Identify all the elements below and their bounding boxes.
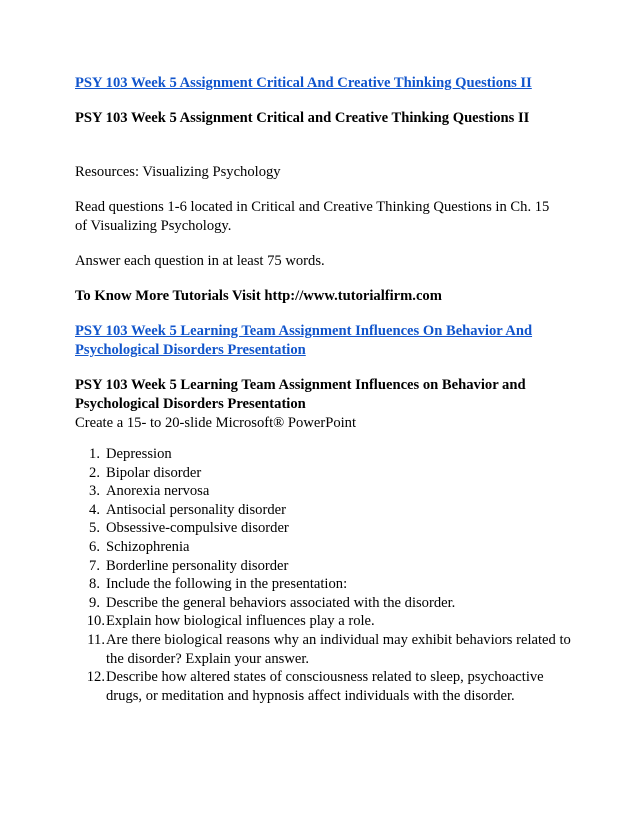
list-item-number: 4. bbox=[89, 501, 100, 518]
disorder-list bbox=[75, 445, 575, 705]
list-item-number: 7. bbox=[89, 557, 100, 574]
resources-text: Resources: Visualizing Psychology bbox=[75, 164, 281, 180]
list-item bbox=[75, 575, 575, 594]
list-item-text: Obsessive-compulsive disorder bbox=[106, 520, 289, 537]
list-item-number: 10. bbox=[86, 613, 105, 630]
list-item-text: Anorexia nervosa bbox=[106, 483, 210, 500]
list-item-number: 12. bbox=[86, 669, 105, 686]
list-item bbox=[75, 668, 575, 705]
team-heading-line-2: Psychological Disorders Presentation bbox=[75, 396, 306, 412]
list-item-number: 8. bbox=[89, 576, 100, 593]
list-item-text: Depression bbox=[106, 446, 172, 462]
list-item-text: Describe the general behaviors associated with the disorder. bbox=[106, 594, 456, 611]
list-item-number: 2. bbox=[89, 464, 100, 481]
list-item bbox=[75, 557, 575, 576]
create-instructions: Create a 15- to 20-slide Microsoft® PowerPoint bbox=[75, 415, 357, 431]
list-item-text: Describe how altered states of consciousness related to sleep, psychoactive drugs, or meditation and hypnosis affect individuals with the disorder. bbox=[106, 669, 544, 704]
list-item-number: 3. bbox=[89, 483, 100, 500]
list-item-text: Schizophrenia bbox=[106, 538, 190, 555]
assignment-link[interactable]: PSY 103 Week 5 Assignment Critical And Creative Thinking Questions II bbox=[75, 75, 532, 91]
team-heading-line-1: PSY 103 Week 5 Learning Team Assignment Influences on Behavior and bbox=[75, 377, 526, 393]
list-item bbox=[75, 631, 575, 668]
list-item bbox=[75, 519, 575, 538]
list-item-number: 1. bbox=[89, 446, 100, 462]
list-item-text: Include the following in the presentation: bbox=[106, 576, 348, 593]
read-line-1: Read questions 1-6 located in Critical and Creative Thinking Questions in Ch. 15 bbox=[75, 199, 550, 215]
list-item-text: Explain how biological influences play a role. bbox=[106, 613, 375, 630]
team-link-line-2: Psychological Disorders Presentation bbox=[75, 342, 306, 358]
read-instructions bbox=[75, 198, 575, 236]
list-item-number: 6. bbox=[89, 538, 100, 555]
list-item bbox=[75, 464, 575, 483]
list-item bbox=[75, 538, 575, 557]
list-item-number: 9. bbox=[89, 594, 100, 611]
list-item bbox=[75, 612, 575, 631]
assignment-heading: PSY 103 Week 5 Assignment Critical and Creative Thinking Questions II bbox=[75, 110, 530, 126]
list-item-text: Borderline personality disorder bbox=[106, 557, 289, 574]
list-item-text: Are there biological reasons why an individual may exhibit behaviors related to the disorder? Explain your answer. bbox=[106, 631, 571, 667]
team-link-line-1: PSY 103 Week 5 Learning Team Assignment Influences On Behavior And bbox=[75, 323, 533, 339]
read-line-2: of Visualizing Psychology. bbox=[75, 218, 232, 234]
list-item bbox=[75, 482, 575, 501]
team-assignment-heading bbox=[75, 376, 575, 414]
list-item bbox=[75, 594, 575, 613]
list-item bbox=[75, 501, 575, 520]
list-item-number: 5. bbox=[89, 520, 100, 537]
team-assignment-link[interactable] bbox=[75, 322, 575, 360]
document-page bbox=[75, 74, 575, 705]
list-item bbox=[75, 445, 575, 464]
list-item-text: Bipolar disorder bbox=[106, 464, 202, 481]
list-item-number: 11. bbox=[87, 631, 105, 648]
answer-instructions: Answer each question in at least 75 words. bbox=[75, 253, 325, 269]
tutorial-visit-text: To Know More Tutorials Visit http://www.tutorialfirm.com bbox=[75, 288, 442, 304]
list-item-text: Antisocial personality disorder bbox=[106, 501, 286, 518]
